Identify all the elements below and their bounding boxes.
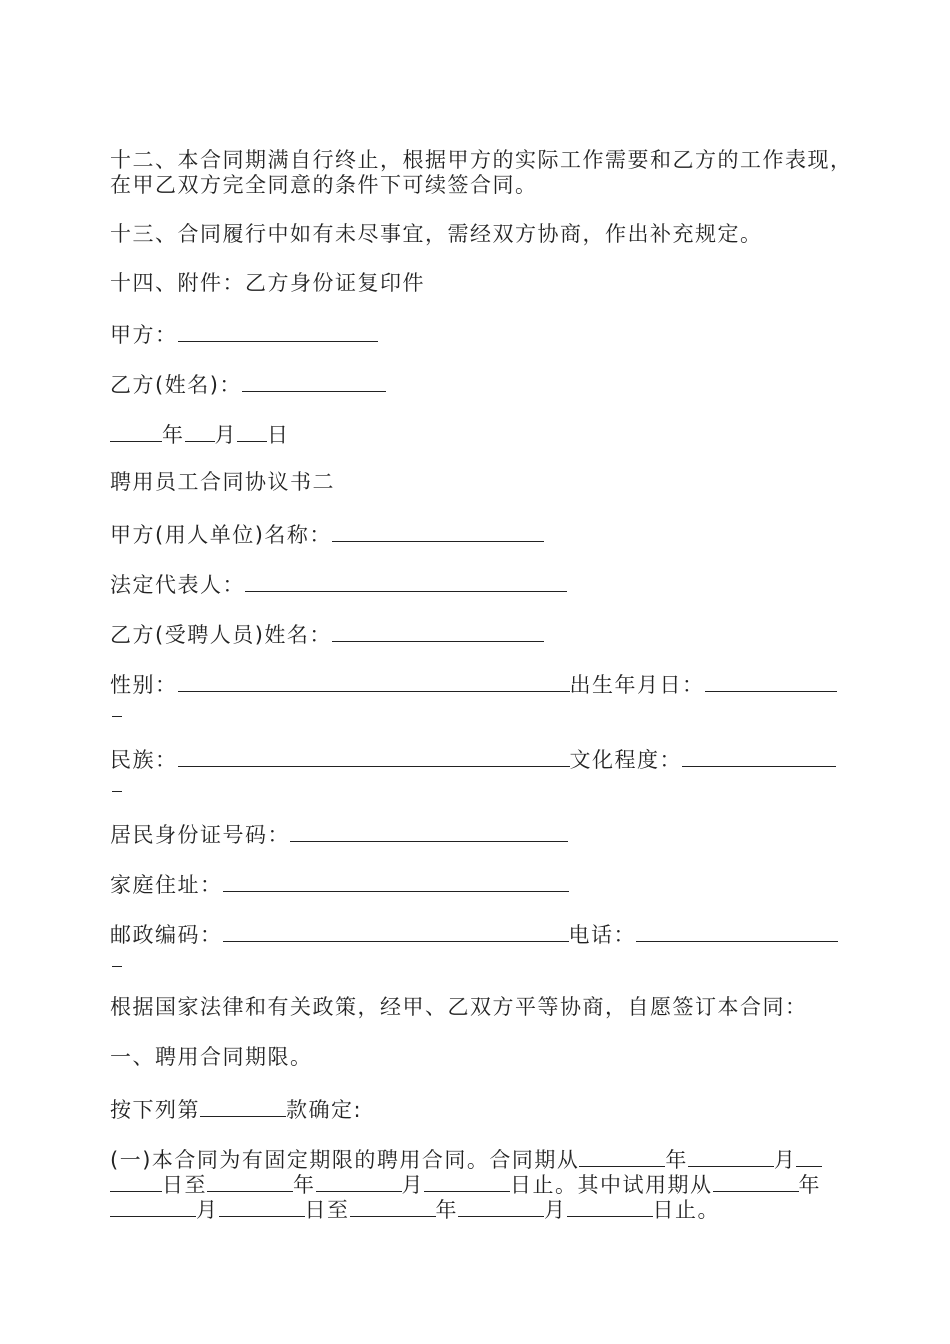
ethnicity-blank[interactable] (178, 744, 570, 767)
contract-2-title: 聘用员工合同协议书二 (110, 470, 335, 494)
party-b-blank[interactable] (242, 369, 386, 392)
legal-rep-blank[interactable] (245, 569, 567, 592)
postcode-label: 邮政编码： (110, 923, 223, 947)
education-label: 文化程度： (569, 748, 682, 772)
day-blank[interactable] (237, 419, 267, 442)
legal-rep-label: 法定代表人： (110, 573, 245, 597)
education-blank[interactable] (682, 744, 836, 767)
employer-name-blank[interactable] (332, 519, 544, 542)
term-select-blank[interactable] (200, 1094, 286, 1117)
term-day-to-label: 日至 (162, 1173, 207, 1197)
day-label: 日 (267, 423, 290, 447)
phone-blank[interactable] (636, 919, 838, 942)
term-end-year-blank[interactable] (207, 1169, 293, 1192)
probation-end-day-blank[interactable] (567, 1194, 653, 1217)
term-end-day-blank[interactable] (424, 1169, 510, 1192)
probation-start-month-blank[interactable] (110, 1194, 196, 1217)
birthdate-blank-wrap (112, 716, 122, 717)
education-blank-wrap (112, 791, 122, 792)
employee-name-blank[interactable] (332, 619, 544, 642)
probation-day-to-label: 日至 (304, 1198, 350, 1222)
phone-label: 电话： (568, 923, 636, 947)
term-select-suffix: 款确定: (286, 1098, 363, 1122)
employer-name-label: 甲方(用人单位)名称： (110, 523, 332, 547)
employee-name-row (110, 619, 544, 648)
address-blank[interactable] (223, 869, 569, 892)
preamble: 根据国家法律和有关政策，经甲、乙双方平等协商，自愿签订本合同： (110, 995, 808, 1019)
probation-end-year-blank[interactable] (350, 1194, 436, 1217)
postcode-blank[interactable] (223, 919, 569, 942)
term-end-year-label: 年 (293, 1173, 316, 1197)
party-a-signature-row (110, 319, 378, 348)
clause-14: 十四、附件：乙方身份证复印件 (110, 271, 425, 295)
address-row (110, 869, 569, 898)
probation-start-year-blank[interactable] (713, 1169, 799, 1192)
signature-date-row (110, 419, 290, 448)
probation-start-month-label: 月 (196, 1198, 219, 1222)
probation-end-month-blank[interactable] (458, 1194, 544, 1217)
probation-end-year-label: 年 (435, 1198, 458, 1222)
postcode-phone-row (110, 919, 838, 948)
phone-blank-wrap (112, 966, 122, 967)
ethnicity-label: 民族： (110, 748, 178, 772)
birthdate-blank[interactable] (705, 669, 837, 692)
term-start-day-blank-a[interactable] (796, 1144, 822, 1167)
party-b-label: 乙方(姓名)： (110, 373, 242, 397)
clause-12-line2: 在甲乙双方完全同意的条件下可续签合同。 (110, 173, 538, 197)
id-number-label: 居民身份证号码： (110, 823, 290, 847)
year-label: 年 (162, 423, 185, 447)
probation-start-day-blank[interactable] (219, 1194, 305, 1217)
party-a-blank[interactable] (178, 319, 378, 342)
clause-13: 十三、合同履行中如有未尽事宜，需经双方协商，作出补充规定。 (110, 222, 763, 246)
term-start-month-label: 月 (773, 1148, 797, 1172)
probation-end-month-label: 月 (544, 1198, 567, 1222)
id-number-row (110, 819, 568, 848)
id-number-blank[interactable] (290, 819, 568, 842)
month-label: 月 (214, 423, 237, 447)
year-blank[interactable] (110, 419, 162, 442)
ethnicity-education-row (110, 744, 836, 773)
month-blank[interactable] (185, 419, 215, 442)
term-start-year-label: 年 (665, 1148, 688, 1172)
term-end-and-probation-label: 日止。其中试用期从 (510, 1173, 713, 1197)
fixed-term-line3 (110, 1194, 720, 1223)
address-label: 家庭住址： (110, 873, 223, 897)
gender-birthdate-row (110, 669, 837, 698)
term-select-prefix: 按下列第 (110, 1098, 200, 1122)
probation-start-year-label: 年 (798, 1173, 821, 1197)
employee-name-label: 乙方(受聘人员)姓名： (110, 623, 332, 647)
party-a-label: 甲方： (110, 323, 178, 347)
probation-end-label: 日止。 (652, 1198, 720, 1222)
term-start-month-blank[interactable] (688, 1144, 774, 1167)
term-start-year-blank[interactable] (579, 1144, 665, 1167)
legal-rep-row (110, 569, 567, 598)
term-start-day-blank-b[interactable] (110, 1169, 162, 1192)
term-selection-row (110, 1094, 362, 1123)
party-b-signature-row (110, 369, 386, 398)
term-end-month-label: 月 (401, 1173, 424, 1197)
section-1-heading: 一、聘用合同期限。 (110, 1045, 313, 1069)
clause-12-line1: 十二、本合同期满自行终止，根据甲方的实际工作需要和乙方的工作表现， (110, 148, 853, 172)
fixed-term-intro: (一)本合同为有固定期限的聘用合同。合同期从 (110, 1148, 580, 1172)
term-end-month-blank[interactable] (316, 1169, 402, 1192)
gender-label: 性别： (110, 673, 178, 697)
gender-blank[interactable] (178, 669, 570, 692)
employer-name-row (110, 519, 544, 548)
birthdate-label: 出生年月日： (569, 673, 705, 697)
